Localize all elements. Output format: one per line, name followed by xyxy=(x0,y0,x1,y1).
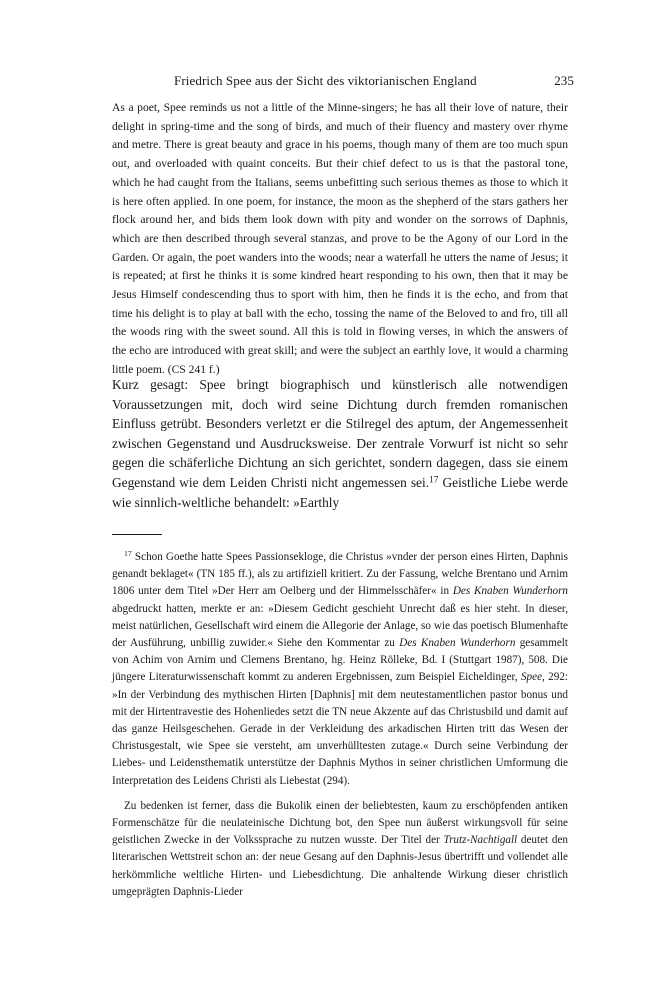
footnote-text: 292: »In der Verbindung des mythischen Hirten [Daphnis] mit dem neutestamentlichen pastor bonus und mit der Hirtentravestie des Hohenliedes setzt die TN neue Akzente auf das Christusbild und damit auf das ganze Heilsgeschehen. Gerade in der Verkleidung des arkadischen Hirten tritt das Wesen der Christusgestalt, wie Spee sie versteht, am unverhülltesten zutage.« Durch seine Verbindung der Liebes- und Leidensthematik unterstütze der Daphnis Mythos in seiner christlichen Umformung die Interpretation des Leidens Christi als Liebestat (294). xyxy=(112,671,568,787)
book-title: Spee, xyxy=(520,671,545,684)
book-title: Trutz-Nachtigall xyxy=(443,834,518,847)
footnotes xyxy=(112,549,568,901)
block-quote: As a poet, Spee reminds us not a little of the Minne-singers; he has all their love of nature, their delight in spring-time and the song of birds, and much of their fluency and mastery over rhyme and metre. There is great beauty and grace in his poems, though many of them are too much spun out, and overloaded with quaint conceits. But their chief defect to us is that the pastoral tone, which he had caught from the Italians, seems unbefitting such serious themes as those to which it is here often applied. In one poem, for instance, the moon as the shepherd of the stars gathers her flock around her, and bids them look down with pity and wonder on the sorrows of Daphnis, which are then described through several stanzas, and prove to be the Agony of our Lord in the Garden. Or again, the poet wanders into the woods; near a waterfall he utters the name of Jesus; it is repeated; at first he thinks it is some kindred heart responding to his own, then that it may be Jesus Himself condescending thus to sport with him, then he finds it is the echo, and from that time his delight is to play at ball with the echo, tossing the name of the Beloved to and fro, till all the woods ring with the sweet sound. All this is told in flowing verses, in which the answers of the echo are introduced with great skill; and were the subject an earthly love, it would a charming little poem. (CS 241 f.) xyxy=(112,101,568,376)
body-paragraph xyxy=(112,375,568,512)
footnote-17-continued xyxy=(112,798,568,901)
footnote-text: abgedruckt hatten, merkte er an: »Diesem Gedicht geschieht Unrecht daß es hier steht. In dieser, meist natürlichen, Gesellschaft wird einem die Allegorie der Anlage, so wie das poetisch Blumenhafte der Ausführung, unbillig zuwider.« Siehe den Kommentar zu xyxy=(112,602,568,650)
book-title: Des Knaben Wunderhorn xyxy=(399,637,516,650)
running-header-title: Friedrich Spee aus der Sicht des viktorianischen England xyxy=(174,73,477,88)
footnote-number: 17 xyxy=(124,549,132,559)
footnote-text: Zu bedenken ist ferner, dass die Bukolik einen der beliebtesten, kaum zu erschöpfenden antiken Formenschätze für die neulateinische Dichtung bot, den Spee nun äußerst wirkungsvoll für seine geistlichen Zwecke in der Volkssprache zu nutzen wusste. Der Titel der xyxy=(112,799,568,847)
footnote-text: Schon Goethe hatte Spees Passionsekloge, die Christus »vnder der person eines Hirten, Daphnis genandt beklaget« (TN 185 ff.), als zu artifiziell kritiert. Zu der Fassung, welche Brentano und Arnim 1806 unter dem Titel »Der Herr am Oelberg und der Himmelsschäfer« in xyxy=(112,551,568,598)
footnote-text: deutet den literarischen Wettstreit schon an: der neue Gesang auf den Daphnis-Jesus übertrifft und vollendet alle herkömmliche weltliche Hirten- und Liebesdichtung. Die anhaltende Wirkung dieser christlich umgeprägten Daphnis-Lieder xyxy=(112,834,568,898)
footnote-divider xyxy=(112,534,162,535)
running-header xyxy=(174,73,574,89)
book-title: Des Knaben Wunderhorn xyxy=(452,585,568,598)
body-text-continued: Geistliche Liebe werde wie sinnlich-weltliche behandelt: »Earthly xyxy=(112,474,568,510)
footnote-17 xyxy=(112,549,568,790)
footnote-reference[interactable]: 17 xyxy=(429,475,439,486)
page-number: 235 xyxy=(554,73,574,88)
footnote-text: gesammelt von Achim von Arnim und Clemens Brentano, hg. Heinz Rölleke, Bd. I (Stuttgart 1987), 508. Die jüngere Literaturwissenschaft kommt zu anderen Ergebnissen, zum Beispiel Eicheldinger, xyxy=(112,637,568,684)
body-text: Kurz gesagt: Spee bringt biographisch und künstlerisch alle notwendigen Voraussetzungen mit, doch wird seine Dichtung durch fremden romanischen Einfluss getrübt. Besonders verletzt er die Stilregel des aptum, der Angemessenheit zwischen Gegenstand und Ausdrucksweise. Der zentrale Vorwurf ist nicht so sehr gegen die schäferliche Dichtung an sich gerichtet, sondern dagegen, dass sie einem Gegenstand wie dem Leiden Christi nicht angemessen sei. xyxy=(112,377,568,490)
